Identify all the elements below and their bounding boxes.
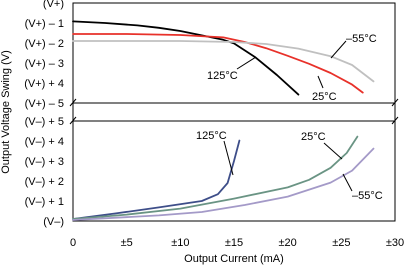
annotation-lower-minus55c-leader [343, 174, 352, 191]
upper-plot-frame [73, 3, 395, 103]
y-tick-label: (V+) [42, 0, 64, 10]
y-tick-label: (V–) + 5 [24, 116, 64, 128]
curve-annotations [196, 33, 383, 202]
x-tick-labels [70, 237, 404, 249]
annotation-upper-minus55c-leader [331, 41, 346, 58]
upper-series-group [73, 21, 374, 94]
upper-series-line [73, 34, 363, 93]
annotation-upper-25c-leader [318, 76, 323, 88]
y-tick-label: (V+) – 2 [24, 38, 64, 50]
upper-y-tick-labels [24, 0, 64, 110]
y-tick-label: (V+) + 4 [24, 78, 64, 90]
annotation-upper-125c-leader [237, 57, 256, 69]
upper-panel [73, 3, 395, 103]
y-tick-label: (V+) – 1 [24, 18, 64, 30]
x-tick-label: ±30 [385, 237, 405, 249]
x-tick-label: ±10 [171, 237, 190, 249]
upper-series-line [73, 21, 298, 94]
lower-series-group [73, 137, 374, 220]
annotation-lower-minus55c: –55°C [352, 190, 383, 202]
annotation-upper-minus55c: –55°C [346, 33, 377, 45]
x-tick-label: ±5 [120, 237, 133, 249]
y-axis-label: Output Voltage Swing (V) [0, 50, 12, 174]
annotation-lower-125c-leader [224, 141, 233, 175]
x-tick-label: ±25 [332, 237, 351, 249]
y-tick-label: (V–) + 3 [24, 156, 64, 168]
y-tick-label: (V–) + 1 [24, 196, 64, 208]
lower-series-line [73, 149, 374, 220]
y-tick-label: (V–) [43, 216, 64, 228]
annotation-upper-125c: 125°C [207, 70, 238, 82]
annotation-upper-25c: 25°C [312, 91, 337, 103]
lower-series-line [73, 137, 357, 219]
y-tick-label: (V+) – 5 [24, 98, 64, 110]
annotation-lower-125c: 125°C [196, 130, 227, 142]
x-tick-label: ±15 [224, 237, 244, 249]
annotation-lower-25c-leader [324, 143, 342, 159]
lower-series-line [73, 141, 239, 219]
annotation-lower-25c: 25°C [301, 131, 326, 143]
y-tick-label: (V–) + 4 [24, 136, 64, 148]
x-tick-label: ±20 [278, 237, 297, 249]
x-axis-label: Output Current (mA) [184, 253, 284, 265]
x-tick-label: 0 [69, 237, 77, 249]
lower-y-tick-labels [25, 116, 64, 228]
y-tick-label: (V–) + 2 [24, 176, 64, 188]
y-tick-label: (V+) – 3 [24, 58, 64, 70]
